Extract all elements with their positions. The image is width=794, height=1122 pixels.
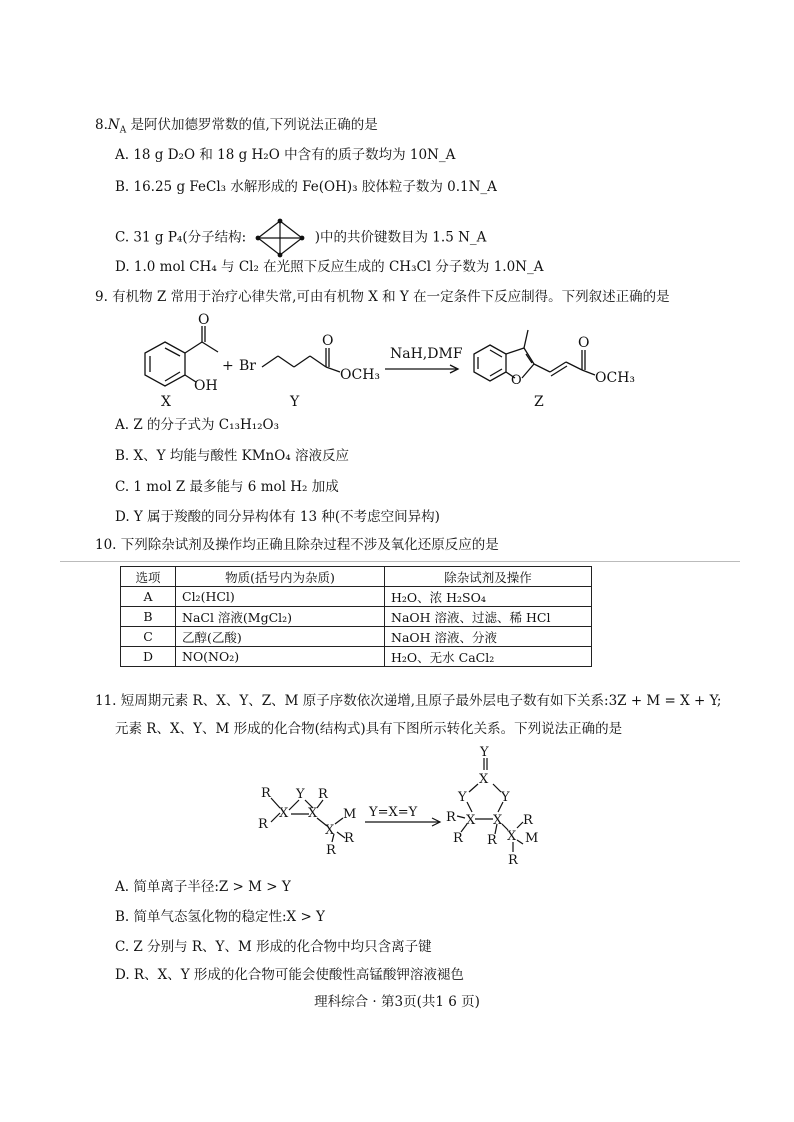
y-carbonyl-o: O [322,333,334,349]
q8-option-c: C. 31 g P₄(分子结构: )中的共价键数目为 1.5 N_A [115,218,486,258]
svg-text:R: R [326,843,336,858]
x-oh-label: OH [194,378,218,394]
table-cell: B [121,607,176,627]
table-cell: NaOH 溶液、过滤、稀 HCl [385,607,592,627]
y-br-label: Br [239,358,256,374]
svg-text:X: X [466,813,476,828]
table-header-row [121,567,592,587]
table-row [121,587,592,607]
q8-option-b: B. 16.25 g FeCl₃ 水解形成的 Fe(OH)₃ 胶体粒子数为 0.1N_A [115,179,497,195]
z-furan-o: O [511,373,522,388]
q11-option-d: D. R、X、Y 形成的化合物可能会使酸性高锰酸钾溶液褪色 [115,967,464,983]
q11-structure-diagram [255,746,555,876]
svg-text:X: X [279,806,289,821]
svg-text:R: R [508,853,518,868]
svg-text:R: R [446,810,456,825]
svg-text:Y: Y [501,790,510,805]
q8-stem: $8.N_A$ 是阿伏加德罗常数的值,下列说法正确的是 [95,117,378,136]
svg-text:R: R [344,831,354,846]
plus-sign: + [222,358,234,374]
svg-text:X: X [493,813,503,828]
q10-stem: 10. 下列除杂试剂及操作均正确且除杂过程不涉及氧化还原反应的是 [95,537,499,553]
table-cell: NO(NO₂) [176,647,385,667]
q9-option-b: B. X、Y 均能与酸性 KMnO₄ 溶液反应 [115,448,349,464]
table-cell: NaOH 溶液、分液 [385,627,592,647]
q11-option-c: C. Z 分别与 R、Y、M 形成的化合物中均只含离子键 [115,939,432,955]
reaction-reagent: Y=X=Y [369,805,418,820]
svg-text:X: X [507,829,517,844]
z-och3-label: OCH₃ [595,370,636,386]
q11-stem-line1: 11. 短周期元素 R、X、Y、Z、M 原子序数依次递增,且原子最外层电子数有如下关系:3Z + M = X + Y; [95,693,722,709]
table-header: 选项 [121,567,176,587]
svg-text:Y: Y [480,746,489,760]
q8-option-d: D. 1.0 mol CH₄ 与 Cl₂ 在光照下反应生成的 CH₃Cl 分子数为 1.0N_A [115,259,544,275]
svg-text:Y: Y [296,787,305,802]
label-x: X [161,394,171,410]
table-cell: H₂O、无水 CaCl₂ [385,647,592,667]
table-cell: Cl₂(HCl) [176,587,385,607]
q10-table [120,566,592,667]
svg-text:M: M [525,831,539,846]
svg-text:M: M [343,807,357,822]
x-carbonyl-o: O [198,312,210,328]
y-och3-label: OCH₃ [340,367,381,383]
divider [60,561,740,562]
table-cell: C [121,627,176,647]
table-cell: 乙醇(乙酸) [176,627,385,647]
table-header: 除杂试剂及操作 [385,567,592,587]
table-header: 物质(括号内为杂质) [176,567,385,587]
svg-text:Y: Y [458,790,467,805]
q9-reaction-scheme [140,312,660,412]
p4-tetrahedron-diagram [252,218,308,258]
q11-option-a: A. 简单离子半径:Z > M > Y [115,879,291,895]
table-row [121,607,592,627]
reaction-conditions: NaH,DMF [390,346,463,362]
q11-stem-line2: 元素 R、X、Y、M 形成的化合物(结构式)具有下图所示转化关系。下列说法正确的是 [115,721,623,737]
svg-text:R: R [523,813,533,828]
svg-text:X: X [308,806,318,821]
svg-text:R: R [487,833,497,848]
q9-option-a: A. Z 的分子式为 C₁₃H₁₂O₃ [115,417,280,433]
svg-text:R: R [453,831,463,846]
svg-text:X: X [479,772,489,787]
q11-option-b: B. 简单气态氢化物的稳定性:X > Y [115,909,325,925]
svg-text:R: R [318,787,328,802]
table-cell: D [121,647,176,667]
q8-option-a: A. 18 g D₂O 和 18 g H₂O 中含有的质子数均为 10N_A [115,147,456,163]
table-row [121,627,592,647]
svg-text:R: R [258,817,268,832]
table-cell: A [121,587,176,607]
svg-text:R: R [261,786,271,801]
q9-option-c: C. 1 mol Z 最多能与 6 mol H₂ 加成 [115,479,339,495]
label-y: Y [290,394,300,410]
table-row [121,647,592,667]
label-z: Z [534,394,544,410]
q9-option-d: D. Y 属于羧酸的同分异构体有 13 种(不考虑空间异构) [115,509,440,525]
q9-stem: 9. 有机物 Z 常用于治疗心律失常,可由有机物 X 和 Y 在一定条件下反应制得。下列叙述正确的是 [95,289,670,305]
table-cell: NaCl 溶液(MgCl₂) [176,607,385,627]
page-footer: 理科综合 · 第3页(共1 6 页) [314,994,480,1010]
svg-text:X: X [325,823,335,838]
table-cell: H₂O、浓 H₂SO₄ [385,587,592,607]
z-carbonyl-o: O [578,335,590,351]
